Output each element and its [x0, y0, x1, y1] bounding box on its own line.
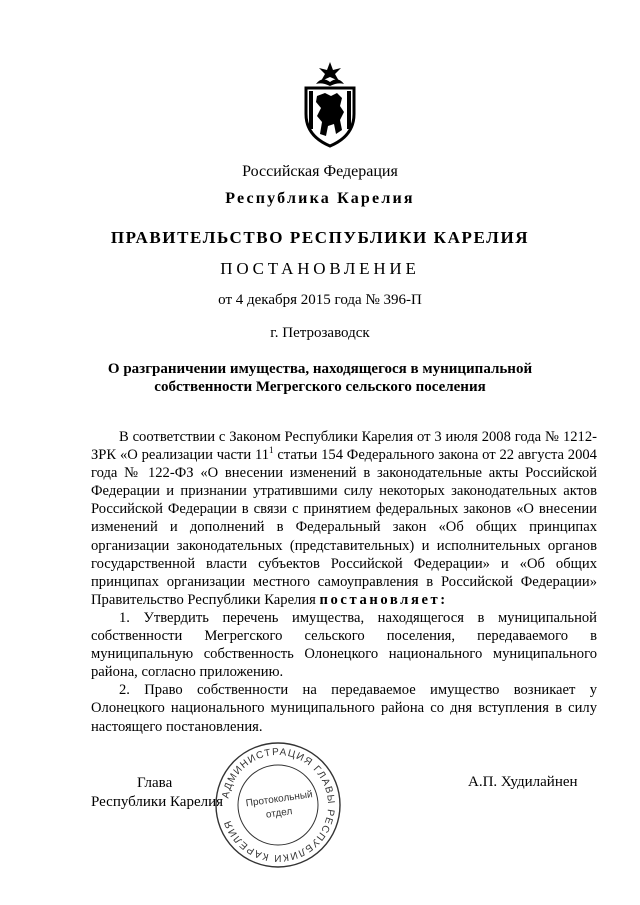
document-type: ПОСТАНОВЛЕНИЕ	[220, 259, 420, 278]
item-1-paragraph: 1. Утвердить перечень имущества, находящегося в муниципальной собственности Мегрегского сельского поселения, передаваемого в муниципальную собственность Олонецкого национального муниципального района, согласно приложению.	[91, 609, 597, 681]
decree-word: постановляет:	[319, 591, 448, 608]
stamp-outer-text: АДМИНИСТРАЦИЯ ГЛАВЫ РЕСПУБЛИКИ КАРЕЛИЯ	[220, 746, 337, 864]
signatory-name: А.П. Худилайнен	[468, 774, 578, 790]
signatory-title-line-1: Глава	[137, 775, 173, 791]
stamp-inner-line-2: отдел	[265, 806, 294, 821]
preamble-paragraph	[91, 428, 597, 609]
federation-title: Российская Федерация	[242, 163, 398, 180]
signatory-title	[91, 774, 223, 812]
coat-of-arms-emblem	[300, 62, 360, 148]
document-date: от 4 декабря 2015 года № 396-П	[218, 292, 422, 308]
preamble-superscript: 1	[269, 445, 274, 456]
official-stamp	[213, 740, 343, 870]
item-2-paragraph: 2. Право собственности на передаваемое имущество возникает у Олонецкого национального муниципального района со дня вступления в силу настоящего постановления.	[91, 682, 597, 735]
subject-line-2: собственности Мегрегского сельского поселения	[154, 379, 486, 395]
republic-title: Республика Карелия	[225, 190, 415, 207]
signatory-title-line-2: Республики Карелия	[91, 794, 224, 810]
document-city: г. Петрозаводск	[270, 325, 370, 341]
document-subject	[0, 360, 640, 396]
preamble-text-2: статьи 154 Федерального закона от 22 августа 2004 года № 122-ФЗ «О внесении изменений в законодательные акты Российской Федерации и признании утратившими силу некоторых законодательных актов Российской Федерации в связи с принятием федеральных законов «О внесении изменений и дополнений в Федеральный закон «Об общих принципах организации законодательных (представительных) и исполнительных органов государственной власти субъектов Российской Федерации» и «Об общих принципах организации местного самоуправления в Российской Федерации» Правительство Республики Карелия	[91, 447, 597, 608]
document-body	[91, 428, 597, 736]
preamble-text-1: В соответствии с Законом Республики Карелия от 3 июля 2008 года № 1212-ЗРК «О реализации части 11	[91, 429, 597, 464]
subject-line-1: О разграничении имущества, находящегося в муниципальной	[107, 361, 533, 377]
stamp-inner-line-1: Протокольный	[245, 789, 314, 810]
government-title: ПРАВИТЕЛЬСТВО РЕСПУБЛИКИ КАРЕЛИЯ	[110, 228, 530, 247]
